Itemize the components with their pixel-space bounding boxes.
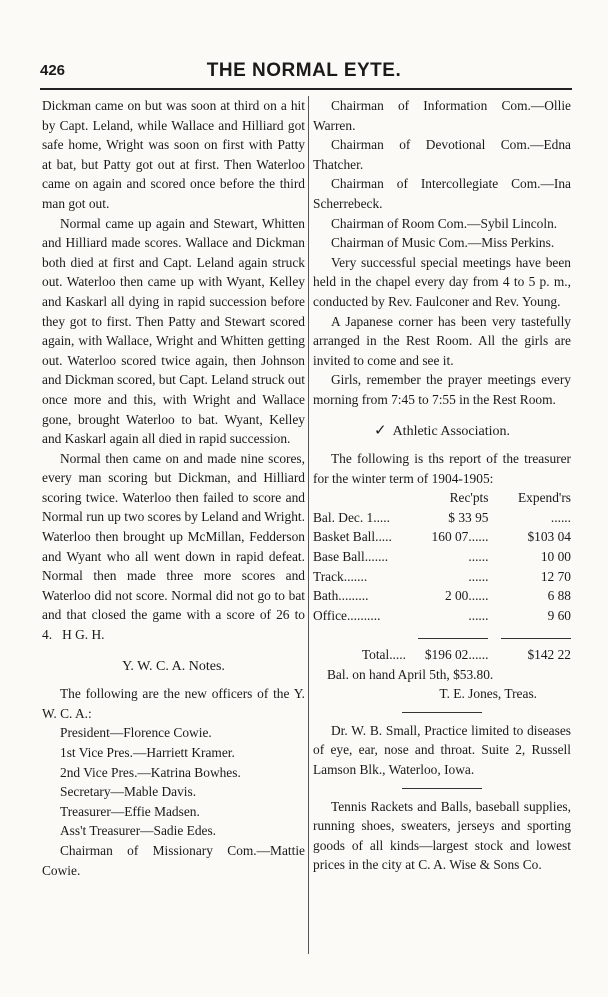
total-receipts: $196 02...... [424,647,489,663]
report-row [313,527,571,547]
page-number: 426 [40,62,66,79]
officer-missionary: Chairman of Missionary Com.—Mattie Cowie. [42,842,305,878]
report-row-expend: 12 70 [540,568,571,584]
report-row-label: Base Ball....... [313,549,389,565]
athletic-intro: The following is ths report of the treasurer for the winter term of 1904-1905: [313,451,571,486]
sporting-goods-advertisement: Tennis Rackets and Balls, baseball supplies, running shoes, sweaters, jerseys and sporting goods of all kinds—largest stock and lowest prices in the city at C. A. Wise & Sons Co. [313,798,571,873]
section-rule [402,788,482,789]
report-row-expend: ...... [550,509,571,525]
report-row-receipts: $ 33 95 [448,509,489,525]
report-row [313,567,571,587]
report-row-label: Office.......... [313,607,381,623]
officer-line: 1st Vice Pres.—Harriett Kramer. [60,745,235,760]
report-row-receipts: 2 00...... [444,588,489,604]
athletic-heading-text: Athletic Association. [392,423,510,439]
officer-line: 2nd Vice Pres.—Katrina Bowhes. [60,764,241,780]
report-row-receipts: ...... [468,568,489,584]
report-row-receipts: ...... [468,607,489,623]
officer-line: Secretary—Mable Davis. [60,784,197,800]
journal-title: THE NORMAL EYTE. [206,60,402,81]
officer-line: President—Florence Cowie. [60,725,212,741]
officer-line: Ass't Treasurer—Sadie Edes. [60,823,217,839]
total-rule [418,638,488,639]
total-rule [501,638,571,639]
check-mark-icon: ✓ [373,422,387,439]
baseball-paragraph-1: Dickman came on but was soon at third on a hit by Capt. Leland, while Wallace and Hilliard got safe home, Wright was soon on first with Patty at bat, but Patty got out at first. Then Waterloo came on again and scored once before the third man got out. [42,98,305,211]
chairman-line: Chairman of Intercollegiate Com.—Ina Scherrebeck. [313,176,571,211]
report-row-expend: 10 00 [540,549,571,565]
report-row-receipts: ...... [468,549,489,565]
balance-line: Bal. on hand April 5th, $53.80. [327,666,494,682]
baseball-paragraph-3-text: Normal then came on and made nine scores, every man scoring but Dickman, and Hilliard scoring twice. Waterloo then failed to score and Normal run up two scores by Leland and Wright. Waterloo then brought up McMillan, Fedderson and Wyant who all went down in rapid defeat. Normal then made three more scores and Waterloo did not score. Normal did not go to bat and that closed the game with a score of 26 to 4. [42,450,305,643]
treasurer-report-table [313,488,571,664]
athletic-heading [313,422,571,442]
ywca-heading: Y. W. C. A. Notes. [122,658,225,674]
chairman-line: Chairman of Music Com.—Miss Perkins. [331,235,555,251]
chairman-line: Chairman of Devotional Com.—Edna Thatcher. [313,137,571,172]
left-column [42,96,305,880]
report-row [313,586,571,606]
right-column [313,96,571,875]
meetings-paragraph: Very successful special meetings have been held in the chapel every day from 4 to 5 p. m., conducted by Rev. Faulconer and Rev. Young. [313,254,571,309]
doctor-advertisement: Dr. W. B. Small, Practice limited to diseases of eye, ear, nose and throat. Suite 2, Russell Lamson Blk., Waterloo, Iowa. [313,722,571,777]
report-row-receipts: 160 07...... [431,529,489,545]
author-signature: H G. H. [62,627,105,643]
total-label: Total..... [361,647,406,663]
expenditures-header: Expend'rs [518,490,571,506]
chairman-line: Chairman of Information Com.—Ollie Warren. [313,98,571,133]
baseball-paragraph-2: Normal came up again and Stewart, Whitten and Hilliard made scores. Wallace and Dickman both died at first and Capt. Leland again struck out. Waterloo then came up with Wyant, Kelley and Kaskarl all dying in rapid succession before they got to first. Then Patty and Stewart scored again, with Wallace, Wright and Whitten getting out. Waterloo scored twice again, then Johnson and Dickman scored, but Capt. Leland struck out once more and this, with Wright and Wallace gone, brought Waterloo to bat. Wyant, Kelley and Kaskarl again all died in rapid succession. [42,215,305,447]
total-expend: $142 22 [527,647,571,663]
report-header-row [313,488,571,508]
report-row-expend: 9 60 [547,607,571,623]
officer-line: Treasurer—Effie Madsen. [60,803,200,819]
report-row-label: Basket Ball..... [313,529,392,545]
report-row [313,508,571,528]
chairman-line: Chairman of Room Com.—Sybil Lincoln. [331,215,558,231]
report-row-label: Bal. Dec. 1..... [313,509,390,525]
total-row [313,645,571,665]
report-row-expend: $103 04 [527,529,571,545]
treasurer-signature: T. E. Jones, Treas. [439,686,537,702]
report-row-label: Bath......... [313,588,369,604]
report-row [313,606,571,626]
total-rule-row [313,625,571,645]
section-rule [402,712,482,713]
prayer-paragraph: Girls, remember the prayer meetings every morning from 7:45 to 7:55 in the Rest Room. [313,372,571,407]
header-rule [40,88,572,90]
baseball-paragraph-3 [42,449,305,645]
report-row-label: Track....... [313,568,368,584]
ywca-intro: The following are the new officers of the Y. W. C. A.: [42,686,305,721]
report-row-expend: 6 88 [547,588,571,604]
report-row [313,547,571,567]
column-divider [308,96,309,954]
japanese-corner-paragraph: A Japanese corner has been very tastefully arranged in the Rest Room. All the girls are invited to come and see it. [313,313,571,368]
receipts-header: Rec'pts [449,490,489,506]
page-header [40,60,568,90]
